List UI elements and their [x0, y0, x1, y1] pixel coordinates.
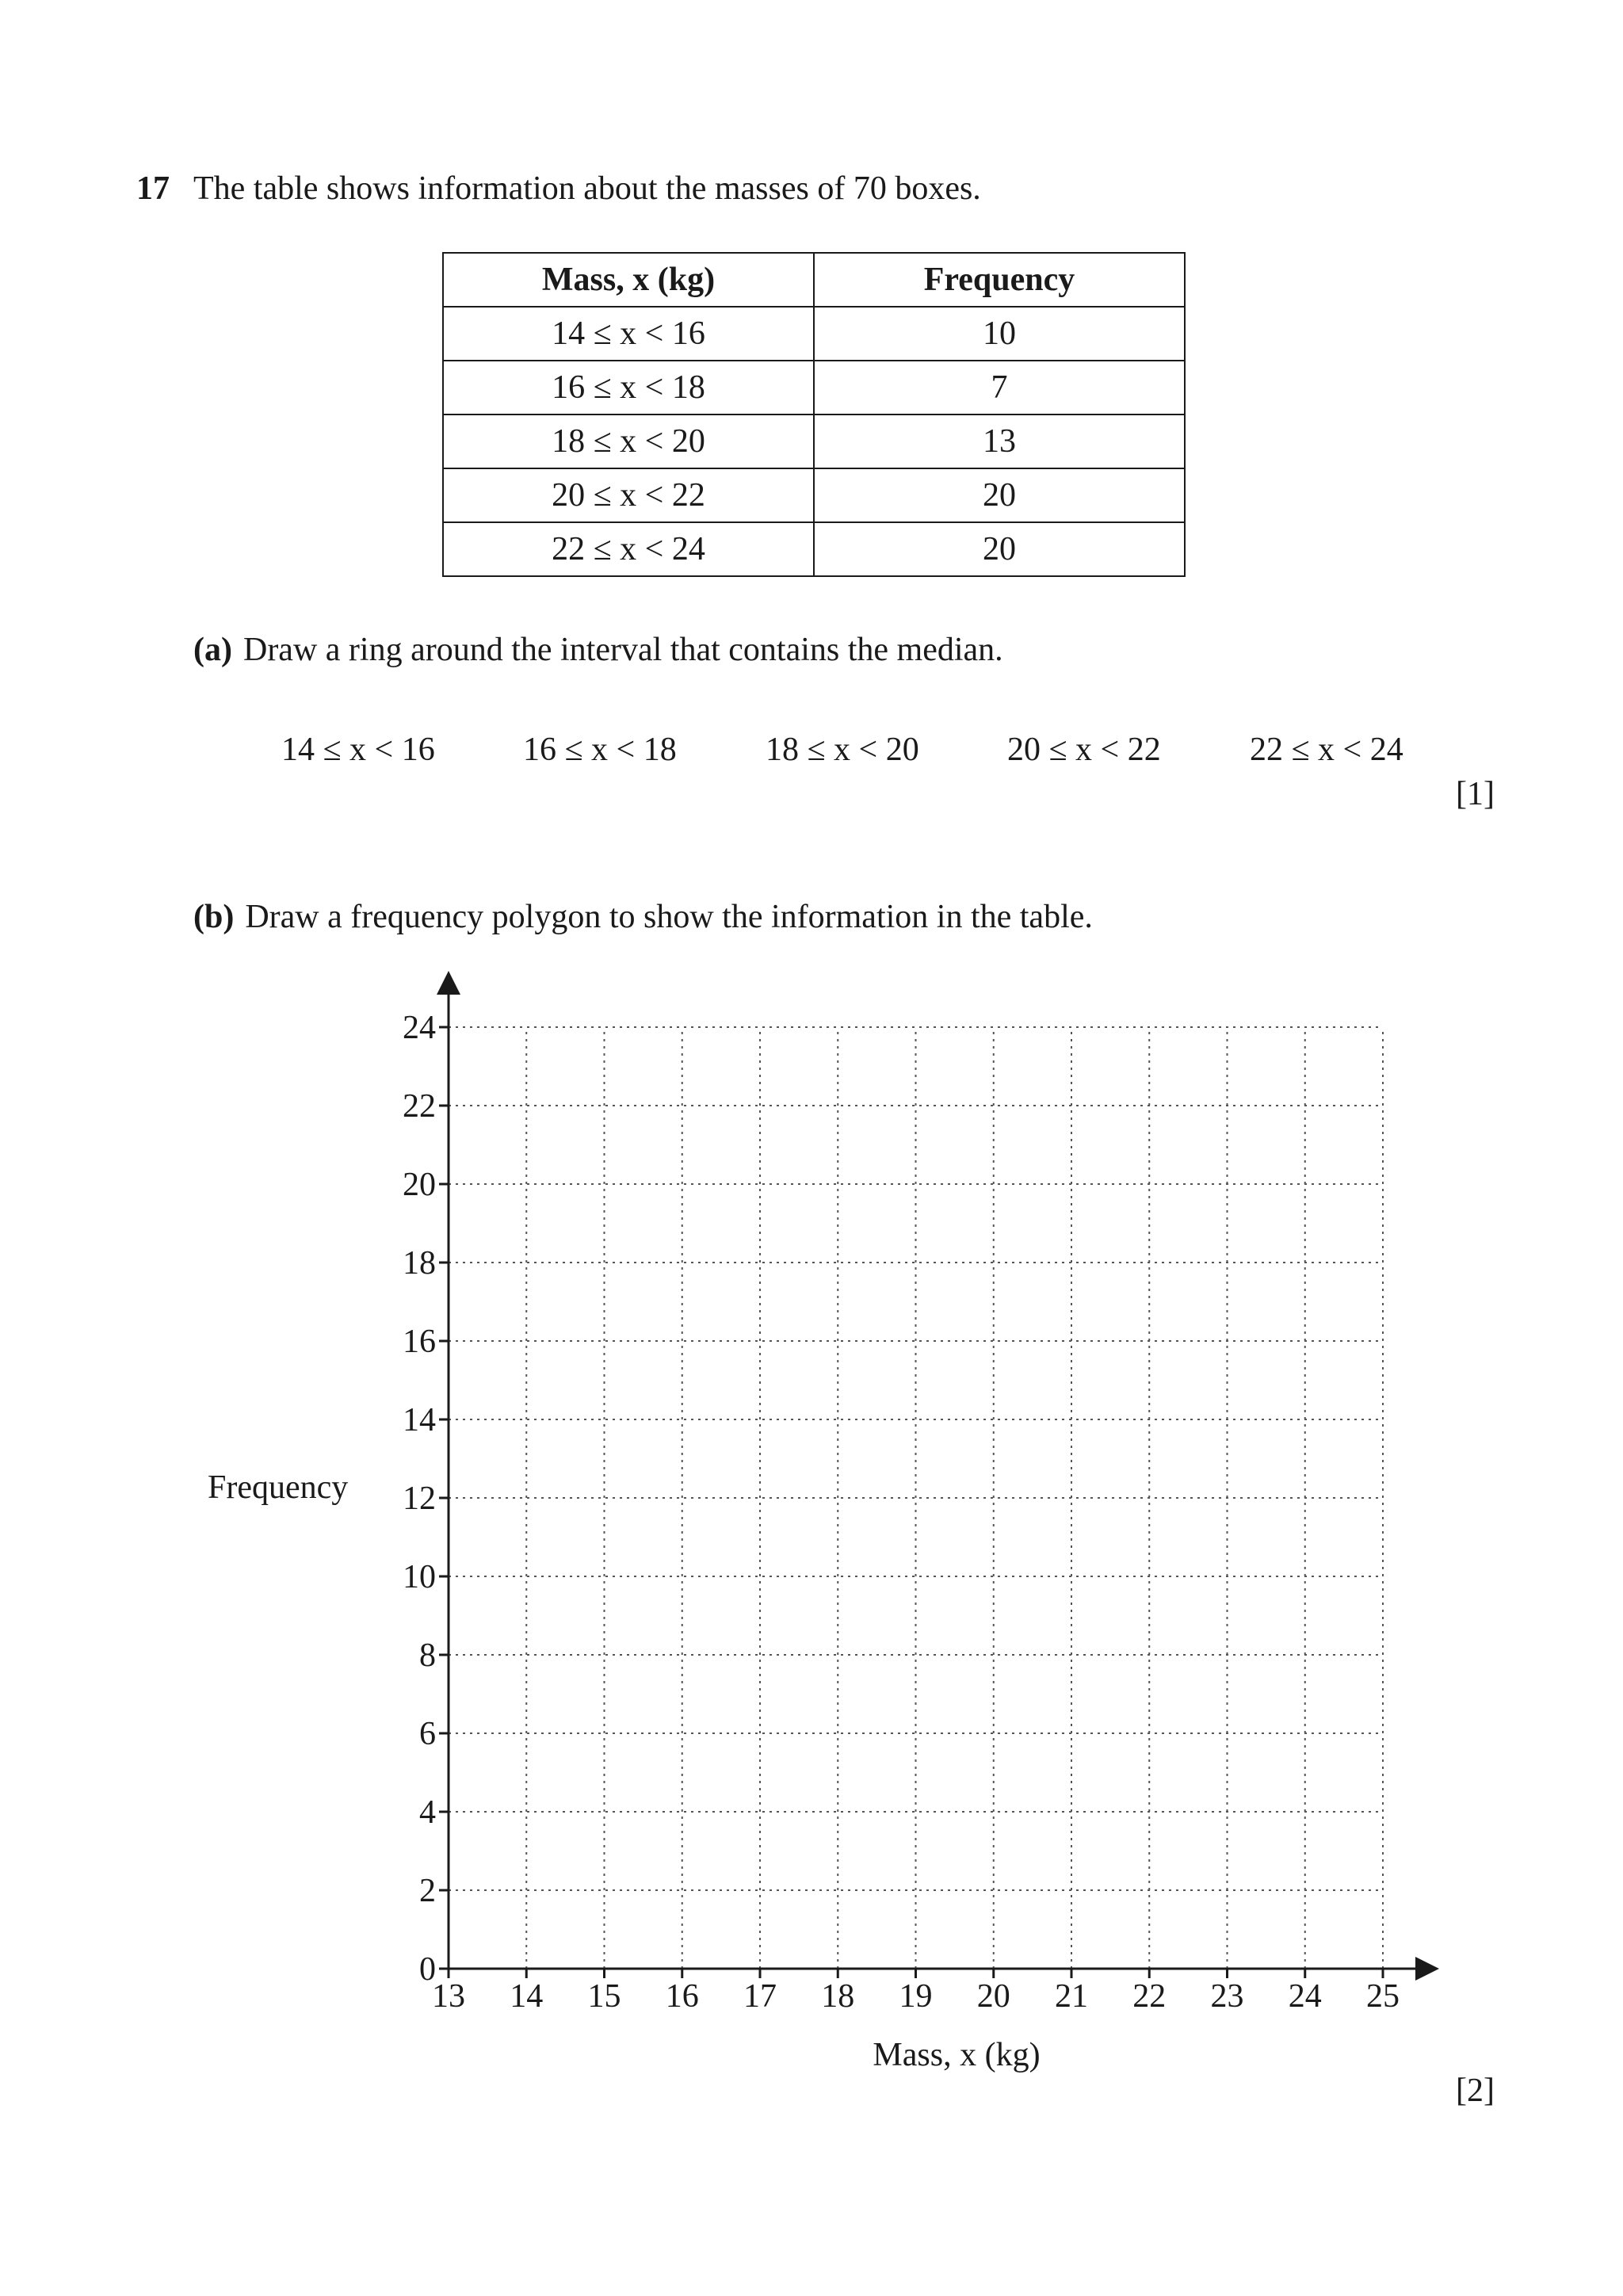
- table-cell-frequency: 13: [814, 415, 1185, 468]
- x-tick-label: 13: [432, 1978, 465, 2015]
- interval-option[interactable]: 16 ≤ x < 18: [523, 732, 677, 768]
- y-tick-label: 6: [419, 1716, 436, 1752]
- part-b-marks: [2]: [1456, 2073, 1495, 2109]
- y-tick-label: 22: [403, 1088, 436, 1125]
- table-header-mass: Mass, x (kg): [443, 253, 814, 307]
- x-axis-label: Mass, x (kg): [873, 2037, 1041, 2073]
- table-header-frequency: Frequency: [814, 253, 1185, 307]
- x-tick-label: 16: [665, 1978, 699, 2015]
- y-tick-label: 24: [403, 1010, 436, 1046]
- part-b-label: (b): [193, 899, 235, 935]
- interval-option[interactable]: 22 ≤ x < 24: [1250, 732, 1403, 768]
- part-b-text: Draw a frequency polygon to show the information in the table.: [245, 899, 1093, 935]
- x-tick-label: 25: [1366, 1978, 1400, 2015]
- axes: [449, 983, 1427, 1969]
- table-cell-mass: 18 ≤ x < 20: [443, 415, 814, 468]
- table-cell-mass: 14 ≤ x < 16: [443, 307, 814, 361]
- interval-option[interactable]: 20 ≤ x < 22: [1007, 732, 1161, 768]
- table-cell-frequency: 20: [814, 522, 1185, 576]
- y-axis-ticks: [403, 1010, 449, 1988]
- x-tick-label: 19: [899, 1978, 933, 2015]
- interval-option[interactable]: 18 ≤ x < 20: [766, 732, 919, 768]
- part-a-label: (a): [193, 632, 232, 668]
- y-tick-label: 20: [403, 1167, 436, 1203]
- y-tick-label: 10: [403, 1559, 436, 1595]
- table-cell-mass: 20 ≤ x < 22: [443, 468, 814, 522]
- x-tick-label: 23: [1210, 1978, 1244, 2015]
- question-number: 17: [136, 170, 170, 207]
- x-tick-label: 21: [1055, 1978, 1088, 2015]
- question-text: The table shows information about the masses of 70 boxes.: [193, 170, 981, 207]
- y-axis-label: Frequency: [208, 1469, 349, 1506]
- x-axis-ticks: [432, 1969, 1400, 2015]
- table-cell-mass: 16 ≤ x < 18: [443, 361, 814, 415]
- y-tick-label: 18: [403, 1245, 436, 1282]
- x-tick-label: 22: [1132, 1978, 1167, 2015]
- x-tick-label: 24: [1288, 1978, 1322, 2015]
- y-tick-label: 12: [403, 1480, 436, 1517]
- y-tick-label: 2: [419, 1873, 436, 1909]
- part-a-text: Draw a ring around the interval that contains the median.: [242, 632, 1003, 668]
- grid-lines: [449, 1027, 1383, 1969]
- x-tick-label: 18: [821, 1978, 855, 2015]
- x-tick-label: 14: [510, 1978, 544, 2015]
- interval-option[interactable]: 14 ≤ x < 16: [281, 732, 435, 768]
- table-cell-frequency: 7: [814, 361, 1185, 415]
- y-tick-label: 4: [419, 1794, 436, 1831]
- y-tick-label: 0: [419, 1951, 436, 1988]
- part-a-marks: [1]: [1456, 776, 1495, 812]
- y-tick-label: 14: [403, 1402, 436, 1438]
- y-tick-label: 16: [403, 1324, 436, 1360]
- x-tick-label: 17: [743, 1978, 777, 2015]
- table-cell-mass: 22 ≤ x < 24: [443, 522, 814, 576]
- y-tick-label: 8: [419, 1637, 436, 1674]
- table-cell-frequency: 10: [814, 307, 1185, 361]
- x-tick-label: 20: [976, 1978, 1010, 2015]
- table-cell-frequency: 20: [814, 468, 1185, 522]
- x-tick-label: 15: [587, 1978, 621, 2015]
